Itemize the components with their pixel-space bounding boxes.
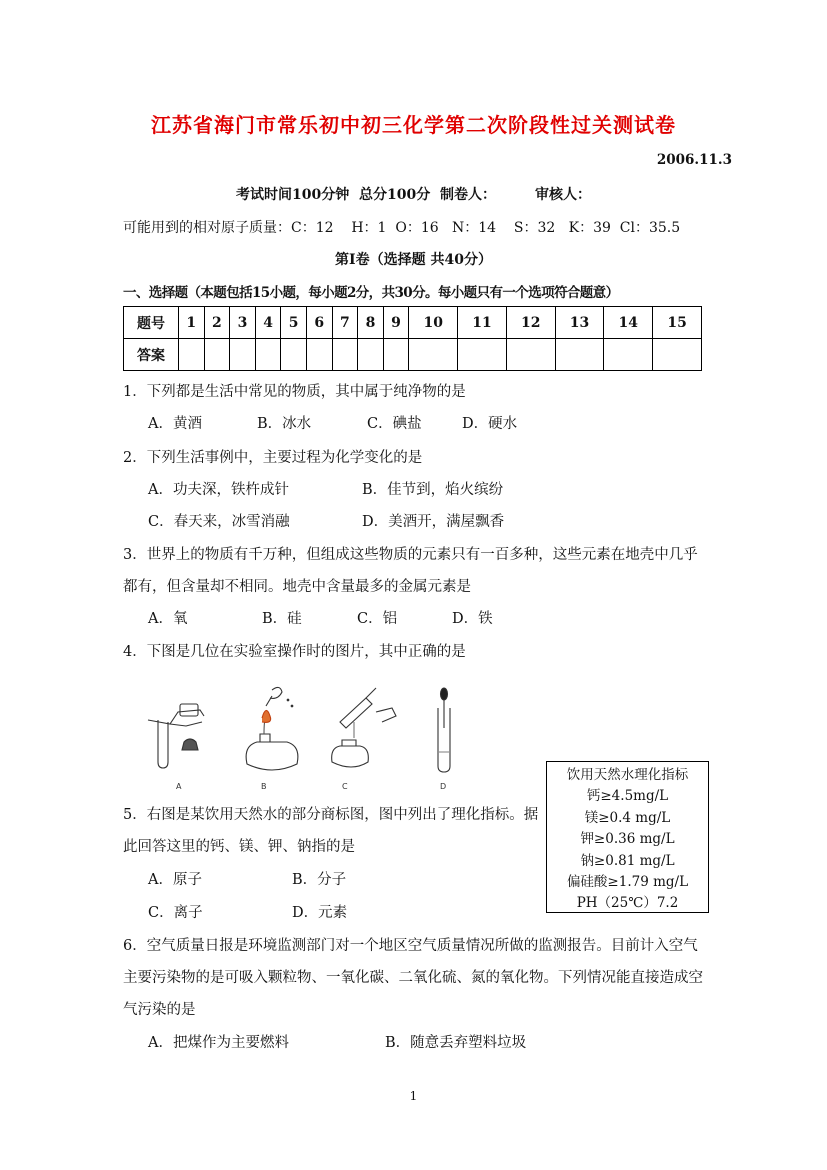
question-3-line-2: 都有，但含量却不相同。地壳中含量最多的金属元素是 [123,579,471,595]
q1-option-a: A．黄酒 [148,416,202,432]
question-3-line-1: 3．世界上的物质有千万种，但组成这些物质的元素只有一百多种，这些元素在地壳中几乎 [123,547,698,563]
atomic-masses: 可能用到的相对原子质量：C：12 H：1 O：16 N：14 S：32 K：39 Cl：35.5 [123,220,681,236]
answer-cell[interactable] [358,339,384,371]
q6-option-b: B．随意丢弃塑料垃圾 [385,1035,527,1051]
q3-option-c: C．铝 [357,611,398,627]
table-cell: 15 [653,307,702,339]
answer-cell[interactable] [230,339,256,371]
question-2-stem: 2．下列生活事例中，主要过程为化学变化的是 [123,450,423,466]
table-cell: 9 [383,307,409,339]
page-title: 江苏省海门市常乐初中初三化学第二次阶段性过关测试卷 [151,113,676,137]
part-title: 第Ⅰ卷（选择题 共40分） [335,252,492,268]
figure-c-heating [332,688,396,767]
q1-option-c: C．碘盐 [367,416,422,432]
question-6-line-3: 气污染的是 [123,1002,196,1018]
q5-option-b: B．分子 [292,872,347,888]
section-heading: 一、选择题（本题包括15小题，每小题2分，共30分。每小题只有一个选项符合题意） [123,285,619,301]
answer-cell[interactable] [179,339,205,371]
question-1-stem: 1．下列都是生活中常见的物质，其中属于纯净物的是 [123,384,466,400]
q1-option-b: B．冰水 [257,416,312,432]
exam-date: 2006.11.3 [656,152,732,168]
question-5-line-2: 此回答这里的钙、镁、钾、钠指的是 [123,839,355,855]
lab-operations-figure [140,682,470,792]
water-label-potassium: 钾≥0.36 mg/L [580,831,675,848]
figure-label-b: B [261,782,267,791]
q1-option-d: D．硬水 [462,416,518,432]
q2-option-b: B．佳节到，焰火缤纷 [362,482,504,498]
table-cell: 10 [409,307,458,339]
answer-cell[interactable] [204,339,230,371]
exam-info: 考试时间100分钟 总分100分 制卷人： 审核人： [236,187,591,203]
table-cell: 7 [332,307,358,339]
question-6-line-2: 主要污染物的是可吸入颗粒物、一氧化碳、二氧化硫、氮的氧化物。下列情况能直接造成空 [123,970,703,986]
answer-cell[interactable] [604,339,653,371]
answer-cell[interactable] [458,339,507,371]
answer-cell[interactable] [506,339,555,371]
table-header-answer: 答案 [124,339,179,371]
table-cell: 8 [358,307,384,339]
figure-d-dropper [438,688,450,772]
answer-cell[interactable] [383,339,409,371]
table-cell: 14 [604,307,653,339]
figure-a-pouring [148,704,204,768]
answer-cell[interactable] [281,339,307,371]
q2-option-a: A．功夫深，铁杵成针 [148,482,289,498]
q5-option-a: A．原子 [148,872,202,888]
page-number: 1 [409,1089,418,1103]
water-label-metasilicic: 偏硅酸≥1.79 mg/L [566,874,689,891]
water-label-ph: PH（25℃）7.2 [576,895,679,912]
answer-cell[interactable] [332,339,358,371]
answer-cell[interactable] [255,339,281,371]
answer-cell[interactable] [555,339,604,371]
water-label-box [546,761,709,913]
table-cell: 6 [306,307,332,339]
table-cell: 1 [179,307,205,339]
table-cell: 5 [281,307,307,339]
water-label-title: 饮用天然水理化指标 [566,767,689,783]
table-row [124,307,702,339]
q3-option-b: B．硅 [262,611,302,627]
figure-label-a: A [176,782,182,791]
water-label-calcium: 钙≥4.5mg/L [586,788,669,805]
figure-label-d: D [440,782,447,791]
figure-b-alcohol-lamp [246,687,298,770]
table-cell: 3 [230,307,256,339]
q5-option-c: C．离子 [148,905,203,921]
table-cell: 11 [458,307,507,339]
figure-label-c: C [342,782,348,791]
table-cell: 2 [204,307,230,339]
table-cell: 12 [506,307,555,339]
q5-option-d: D．元素 [292,905,348,921]
water-label-magnesium: 镁≥0.4 mg/L [584,809,671,826]
question-6-line-1: 6．空气质量日报是环境监测部门对一个地区空气质量情况所做的监测报告。目前计入空气 [123,938,698,954]
question-5-line-1: 5．右图是某饮用天然水的部分商标图，图中列出了理化指标。据 [123,807,539,823]
q6-option-a: A．把煤作为主要燃料 [148,1035,289,1051]
answer-table [123,306,702,371]
water-label-sodium: 钠≥0.81 mg/L [580,852,675,869]
q3-option-a: A．氧 [148,611,188,627]
q2-option-d: D．美酒开，满屋飘香 [362,514,505,530]
table-row [124,339,702,371]
table-header-number: 题号 [124,307,179,339]
q2-option-c: C．春天来，冰雪消融 [148,514,290,530]
question-4-stem: 4．下图是几位在实验室操作时的图片，其中正确的是 [123,644,466,660]
answer-cell[interactable] [409,339,458,371]
table-cell: 13 [555,307,604,339]
q3-option-d: D．铁 [452,611,493,627]
answer-cell[interactable] [653,339,702,371]
answer-cell[interactable] [306,339,332,371]
table-cell: 4 [255,307,281,339]
